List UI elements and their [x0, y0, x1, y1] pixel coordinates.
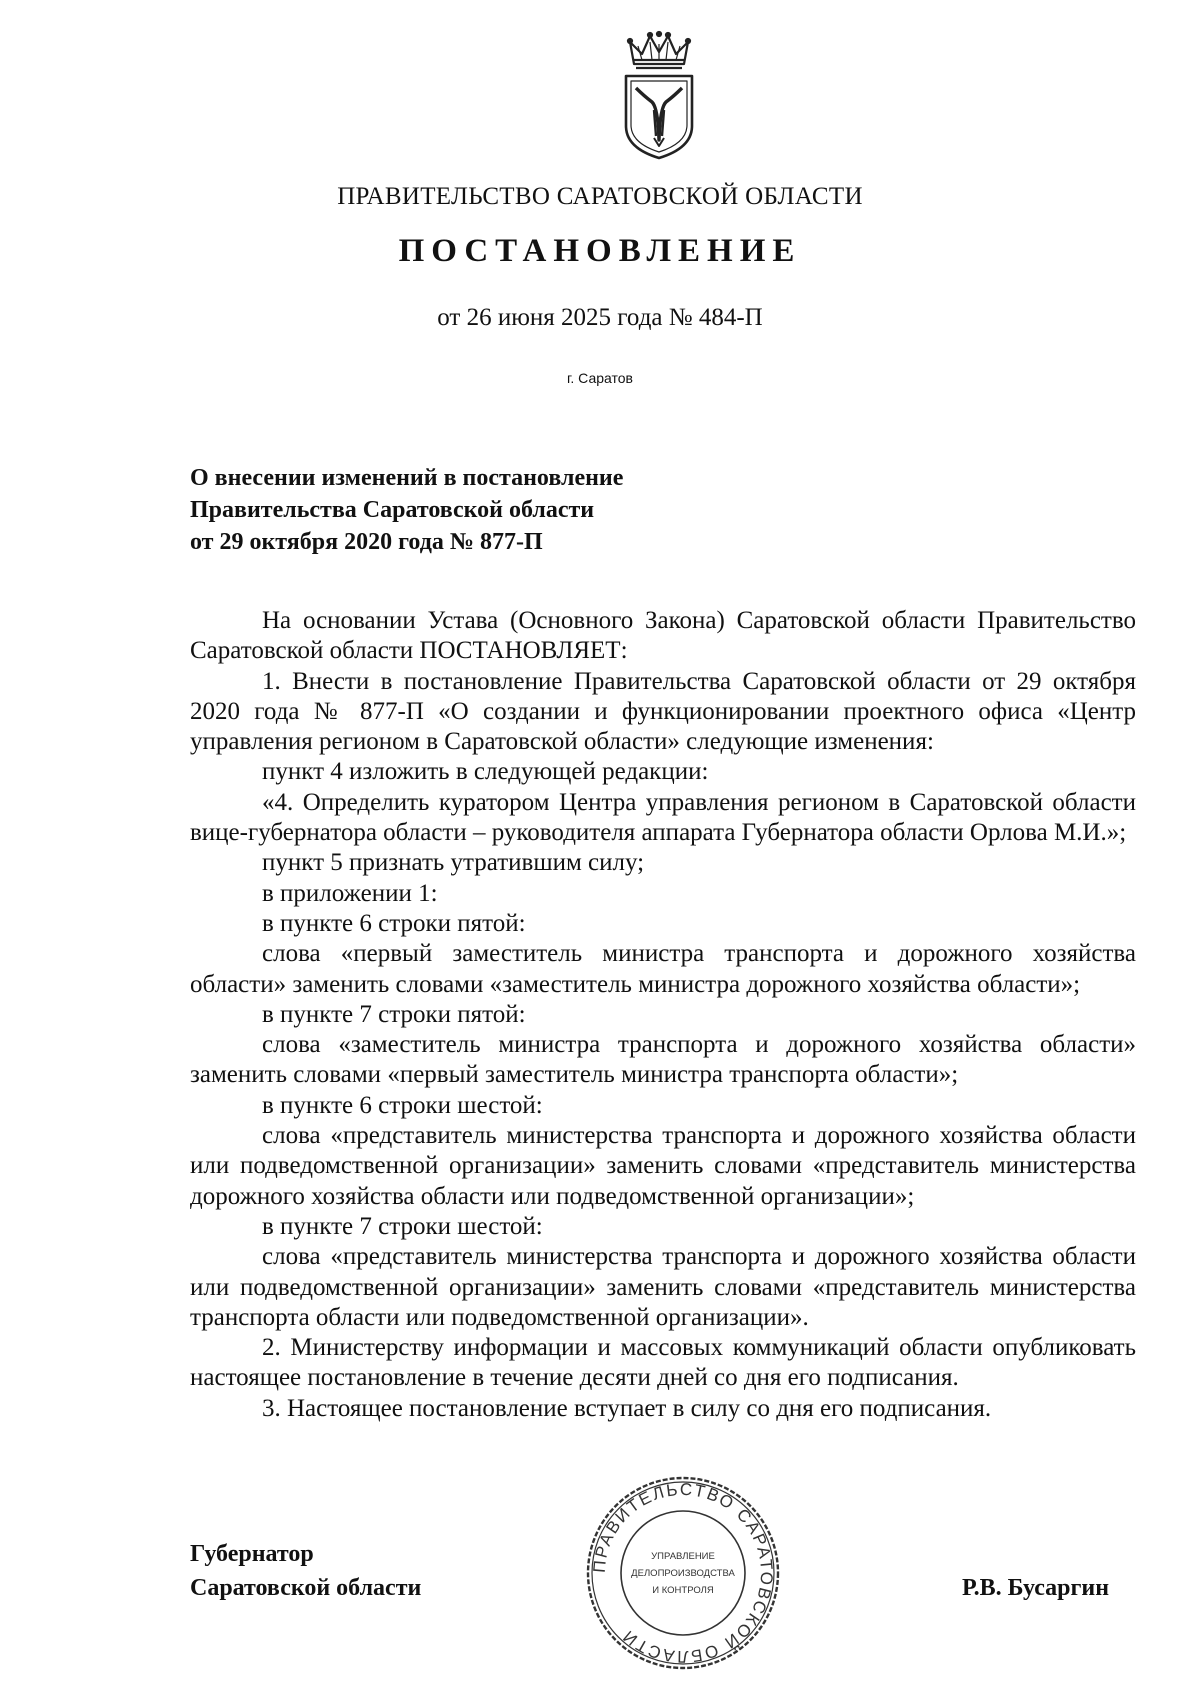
body-paragraph: в пункте 6 строки шестой:: [262, 1091, 543, 1119]
body-paragraph: 2. Министерству информации и массовых коммуникаций области опубликовать настоящее постановление в течение десяти дней со дня его подписания.: [190, 1334, 1136, 1392]
stamp-outer-text: ПРАВИТЕЛЬСТВО САРАТОВСКОЙ ОБЛАСТИ: [589, 1479, 777, 1667]
document-city: г. Саратов: [567, 370, 633, 386]
document-date-number: от 26 июня 2025 года № 484-П: [437, 304, 763, 331]
body-paragraph: пункт 4 изложить в следующей редакции:: [262, 758, 709, 786]
body-paragraph: На основании Устава (Основного Закона) Саратовской области Правительство Саратовской области ПОСТАНОВЛЯЕТ:: [190, 607, 1136, 665]
body-paragraph: слова «заместитель министра транспорта и дорожного хозяйства области» заменить словами «первый заместитель министра транспорта области»;: [190, 1031, 1136, 1089]
document-subject: [190, 462, 623, 558]
subject-line: от 29 октября 2020 года № 877-П: [190, 529, 543, 555]
subject-line: О внесении изменений в постановление: [190, 465, 624, 491]
government-name: ПРАВИТЕЛЬСТВО САРАТОВСКОЙ ОБЛАСТИ: [337, 183, 863, 210]
stamp-inner-line: УПРАВЛЕНИЕ: [651, 1551, 715, 1562]
body-paragraph: пункт 5 признать утратившим силу;: [262, 849, 645, 877]
subject-line: Правительства Саратовской области: [190, 497, 595, 523]
document-body: [190, 606, 1136, 1424]
signatory-title-line: Губернатор: [190, 1541, 314, 1567]
body-paragraph: в пункте 7 строки пятой:: [262, 1000, 526, 1028]
body-paragraph: «4. Определить куратором Центра управления регионом в Саратовской области вице-губернатора области – руководителя аппарата Губернатора области Орлова М.И.»;: [190, 788, 1136, 847]
body-paragraph: в пункте 7 строки шестой:: [262, 1212, 543, 1240]
stamp-inner-line: ДЕЛОПРОИЗВОДСТВА: [631, 1568, 735, 1579]
document-type: ПОСТАНОВЛЕНИЕ: [398, 233, 802, 269]
official-stamp: [583, 1473, 783, 1673]
body-paragraph: 1. Внести в постановление Правительства Саратовской области от 29 октября 2020 года № 877-П «О создании и функционировании проектного офиса «Центр управления регионом в Саратовской области» следующие изменения:: [190, 667, 1136, 756]
signatory-title: [190, 1537, 421, 1605]
body-paragraph: слова «первый заместитель министра транспорта и дорожного хозяйства области» заменить словами «заместитель министра дорожного хозяйства области»;: [190, 940, 1136, 998]
body-paragraph: в приложении 1:: [262, 879, 438, 907]
stamp-inner-line: И КОНТРОЛЯ: [652, 1585, 714, 1596]
signatory-name: Р.В. Бусаргин: [962, 1575, 1110, 1601]
body-paragraph: в пункте 6 строки пятой:: [262, 909, 526, 937]
body-paragraph: слова «представитель министерства транспорта и дорожного хозяйства области или подведомственной организации» заменить словами «представитель министерства дорожного хозяйства области или подведомственной организации»;: [190, 1122, 1136, 1210]
body-paragraph: слова «представитель министерства транспорта и дорожного хозяйства области или подведомственной организации» заменить словами «представитель министерства транспорта области или подведомственной организации».: [190, 1243, 1136, 1331]
coat-of-arms-emblem: [618, 30, 700, 160]
signatory-title-line: Саратовской области: [190, 1575, 422, 1601]
body-paragraph: 3. Настоящее постановление вступает в силу со дня его подписания.: [262, 1394, 992, 1422]
